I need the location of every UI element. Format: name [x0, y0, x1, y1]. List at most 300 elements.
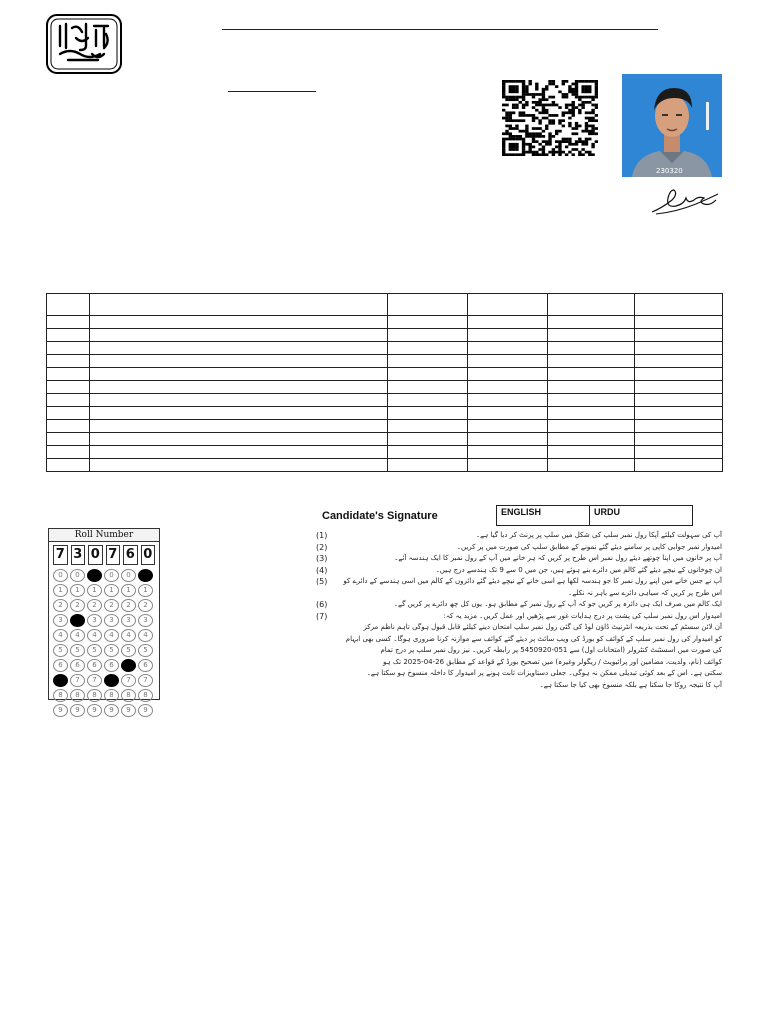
table-cell	[635, 446, 723, 459]
qr-module	[545, 153, 548, 156]
instruction-item	[316, 611, 722, 623]
qr-module	[522, 148, 525, 151]
qr-module	[502, 104, 505, 107]
qr-module	[575, 140, 578, 143]
qr-module	[522, 106, 525, 109]
empty-bubble: 1	[87, 584, 102, 597]
empty-bubble: 3	[121, 614, 136, 627]
empty-bubble: 1	[104, 584, 119, 597]
qr-module	[538, 104, 541, 107]
qr-module	[548, 80, 551, 83]
qr-module	[568, 140, 571, 143]
qr-module	[581, 96, 584, 99]
qr-module	[502, 143, 505, 146]
qr-module	[538, 119, 541, 122]
table-cell	[468, 368, 548, 381]
qr-module	[578, 125, 581, 128]
qr-module	[512, 119, 515, 122]
empty-bubble: 9	[87, 704, 102, 717]
qr-module	[578, 109, 581, 112]
table-row	[47, 294, 723, 316]
table-cell	[90, 446, 388, 459]
qr-module	[558, 151, 561, 154]
qr-module	[552, 104, 555, 107]
qr-module	[572, 88, 575, 91]
instruction-number: (6)	[316, 600, 328, 609]
table-cell	[388, 394, 468, 407]
instruction-text: ایک کالم میں صرف ایک ہی دائرہ پر کریں جو کہ آپ کے رول نمبر کے مطابق ہو۔ یوں کل چھ دائرے پر کریں گے۔	[393, 600, 722, 608]
roll-digit-box: 0	[141, 545, 156, 565]
qr-module	[509, 111, 512, 114]
qr-module	[565, 93, 568, 96]
qr-module	[502, 83, 505, 86]
qr-module	[512, 135, 515, 138]
qr-module	[591, 146, 594, 149]
filled-bubble: 7	[53, 674, 68, 687]
table-cell	[388, 342, 468, 355]
english-signature-cell: ENGLISH	[497, 506, 590, 526]
qr-module	[568, 85, 571, 88]
instruction-continuation-line: کو امیدوار کی رول نمبر سلپ کے کوائف کو بورڈ کی ویب سائٹ پر دیئے گئے کوائف سے موازنہ کرنا ضروری ہوگا۔ کسی بھی ابہام	[345, 634, 722, 643]
table-cell	[47, 355, 90, 368]
qr-code	[502, 80, 598, 156]
qr-module	[585, 117, 588, 120]
qr-module	[502, 140, 505, 143]
qr-module	[595, 132, 598, 135]
empty-bubble: 1	[138, 584, 153, 597]
qr-module	[591, 119, 594, 122]
qr-module	[585, 85, 588, 88]
qr-module	[568, 109, 571, 112]
qr-module	[542, 88, 545, 91]
table-cell	[47, 316, 90, 329]
table-row	[47, 446, 723, 459]
qr-module	[575, 96, 578, 99]
qr-module	[522, 104, 525, 107]
bubble-column	[138, 569, 152, 717]
qr-module	[512, 127, 515, 130]
qr-module	[572, 148, 575, 151]
roll-number-digits	[49, 542, 159, 567]
qr-module	[588, 130, 591, 133]
roll-digit-box: 0	[88, 545, 103, 565]
qr-module	[512, 88, 515, 91]
qr-module	[542, 135, 545, 138]
instruction-text: آپ کی سہولت کیلئے آپکا رول نمبر سلپ کی شکل میں سلپ پر پرنٹ کر دیا گیا ہے۔	[475, 531, 722, 539]
qr-module	[572, 127, 575, 130]
qr-module	[502, 146, 505, 149]
qr-module	[545, 104, 548, 107]
qr-module	[532, 119, 535, 122]
qr-module	[522, 151, 525, 154]
title-underline	[228, 91, 316, 92]
empty-bubble: 7	[121, 674, 136, 687]
qr-module	[548, 104, 551, 107]
qr-module	[519, 114, 522, 117]
qr-module	[562, 83, 565, 86]
qr-module	[572, 101, 575, 104]
qr-module	[575, 132, 578, 135]
qr-module	[532, 153, 535, 156]
qr-module	[525, 104, 528, 107]
table-row	[47, 394, 723, 407]
qr-module	[502, 85, 505, 88]
table-cell	[388, 329, 468, 342]
qr-module	[565, 106, 568, 109]
qr-module	[535, 127, 538, 130]
signature-language-table	[496, 505, 693, 526]
qr-module	[548, 140, 551, 143]
qr-module	[585, 151, 588, 154]
photo-id-text: 230320	[656, 167, 683, 175]
qr-module	[509, 132, 512, 135]
qr-module	[575, 90, 578, 93]
empty-bubble: 5	[121, 644, 136, 657]
qr-module	[515, 146, 518, 149]
table-cell	[90, 407, 388, 420]
empty-bubble: 6	[138, 659, 153, 672]
instructions-block	[316, 530, 722, 691]
table-cell	[548, 394, 635, 407]
qr-module	[502, 151, 505, 154]
qr-module	[581, 101, 584, 104]
instruction-number: (1)	[316, 531, 328, 540]
qr-module	[575, 127, 578, 130]
table-cell	[388, 407, 468, 420]
qr-module	[535, 83, 538, 86]
qr-module	[535, 151, 538, 154]
qr-module	[532, 93, 535, 96]
qr-module	[575, 93, 578, 96]
empty-bubble: 4	[138, 629, 153, 642]
qr-module	[515, 153, 518, 156]
qr-module	[565, 111, 568, 114]
qr-module	[562, 151, 565, 154]
qr-module	[522, 98, 525, 101]
table-cell	[635, 294, 723, 316]
qr-module	[548, 119, 551, 122]
qr-module	[572, 143, 575, 146]
bubble-column	[121, 569, 135, 717]
qr-module	[542, 117, 545, 120]
table-cell	[47, 433, 90, 446]
qr-module	[502, 109, 505, 112]
empty-bubble: 2	[104, 599, 119, 612]
qr-module	[548, 96, 551, 99]
qr-module	[542, 140, 545, 143]
table-cell	[468, 381, 548, 394]
qr-module	[515, 127, 518, 130]
qr-module	[585, 80, 588, 83]
qr-module	[522, 114, 525, 117]
qr-module	[505, 125, 508, 128]
qr-module	[558, 146, 561, 149]
qr-module	[515, 96, 518, 99]
table-cell	[90, 368, 388, 381]
qr-module	[588, 138, 591, 141]
table-cell	[388, 368, 468, 381]
empty-bubble: 8	[53, 689, 68, 702]
qr-module	[568, 122, 571, 125]
empty-bubble: 3	[138, 614, 153, 627]
qr-module	[505, 114, 508, 117]
table-cell	[548, 316, 635, 329]
table-cell	[388, 420, 468, 433]
qr-module	[575, 85, 578, 88]
qr-module	[522, 140, 525, 143]
qr-module	[568, 138, 571, 141]
table-cell	[468, 355, 548, 368]
table-cell	[468, 459, 548, 472]
table-cell	[388, 381, 468, 394]
qr-module	[595, 114, 598, 117]
qr-module	[545, 109, 548, 112]
table-cell	[548, 446, 635, 459]
qr-module	[572, 83, 575, 86]
table-cell	[468, 420, 548, 433]
table-cell	[468, 394, 548, 407]
qr-module	[509, 127, 512, 130]
qr-module	[532, 138, 535, 141]
qr-module	[519, 153, 522, 156]
table-cell	[635, 342, 723, 355]
table-cell	[90, 316, 388, 329]
qr-module	[578, 140, 581, 143]
qr-module	[515, 106, 518, 109]
qr-module	[525, 88, 528, 91]
qr-module	[588, 132, 591, 135]
qr-module	[509, 98, 512, 101]
qr-module	[515, 104, 518, 107]
qr-module	[522, 138, 525, 141]
qr-module	[542, 106, 545, 109]
qr-module	[512, 146, 515, 149]
qr-module	[542, 130, 545, 133]
empty-bubble: 8	[138, 689, 153, 702]
qr-module	[588, 85, 591, 88]
qr-module	[538, 127, 541, 130]
qr-module	[519, 80, 522, 83]
qr-module	[552, 114, 555, 117]
qr-module	[572, 90, 575, 93]
table-cell	[548, 294, 635, 316]
qr-module	[558, 148, 561, 151]
table-cell	[548, 329, 635, 342]
qr-module	[538, 101, 541, 104]
qr-module	[581, 106, 584, 109]
qr-module	[528, 114, 531, 117]
qr-module	[588, 101, 591, 104]
qr-module	[515, 143, 518, 146]
qr-module	[512, 104, 515, 107]
qr-module	[528, 135, 531, 138]
qr-module	[515, 119, 518, 122]
qr-module	[572, 111, 575, 114]
qr-module	[568, 143, 571, 146]
qr-module	[572, 153, 575, 156]
qr-module	[528, 143, 531, 146]
qr-module	[505, 104, 508, 107]
empty-bubble: 0	[70, 569, 85, 582]
table-cell	[47, 342, 90, 355]
qr-module	[538, 98, 541, 101]
qr-module	[532, 117, 535, 120]
table-cell	[548, 459, 635, 472]
qr-module	[585, 130, 588, 133]
table-cell	[388, 316, 468, 329]
qr-module	[515, 135, 518, 138]
qr-module	[538, 153, 541, 156]
qr-module	[542, 109, 545, 112]
table-cell	[468, 342, 548, 355]
qr-module	[572, 106, 575, 109]
qr-module	[568, 88, 571, 91]
qr-module	[505, 80, 508, 83]
table-cell	[635, 368, 723, 381]
qr-module	[572, 104, 575, 107]
qr-module	[558, 122, 561, 125]
qr-module	[509, 125, 512, 128]
empty-bubble: 0	[121, 569, 136, 582]
qr-module	[565, 96, 568, 99]
qr-module	[585, 96, 588, 99]
instruction-number: (3)	[316, 554, 328, 563]
qr-module	[509, 96, 512, 99]
table-cell	[90, 394, 388, 407]
qr-module	[555, 85, 558, 88]
qr-module	[585, 138, 588, 141]
qr-module	[581, 153, 584, 156]
qr-module	[591, 130, 594, 133]
qr-module	[581, 130, 584, 133]
qr-module	[581, 148, 584, 151]
qr-module	[528, 146, 531, 149]
table-cell	[388, 446, 468, 459]
qr-module	[502, 90, 505, 93]
table-cell	[47, 329, 90, 342]
empty-bubble: 9	[121, 704, 136, 717]
instruction-item	[316, 599, 722, 611]
empty-bubble: 6	[70, 659, 85, 672]
empty-bubble: 9	[138, 704, 153, 717]
instruction-text: امیدوار اس رول نمبر سلپ کی پشت پر درج ہدایات غور سے پڑھیں اور عمل کریں۔ مزید یہ کہ:	[443, 611, 722, 620]
empty-bubble: 4	[87, 629, 102, 642]
qr-module	[572, 132, 575, 135]
qr-module	[515, 85, 518, 88]
qr-module	[542, 98, 545, 101]
qr-module	[525, 93, 528, 96]
empty-bubble: 3	[87, 614, 102, 627]
table-cell	[90, 329, 388, 342]
empty-bubble: 3	[104, 614, 119, 627]
qr-module	[515, 80, 518, 83]
qr-module	[581, 80, 584, 83]
qr-module	[548, 135, 551, 138]
qr-module	[522, 85, 525, 88]
table-cell	[548, 407, 635, 420]
qr-module	[558, 90, 561, 93]
bubble-column	[104, 569, 118, 717]
qr-module	[591, 96, 594, 99]
empty-bubble: 8	[87, 689, 102, 702]
subjects-table	[46, 293, 723, 472]
empty-bubble: 2	[87, 599, 102, 612]
qr-module	[512, 138, 515, 141]
filled-bubble: 6	[121, 659, 136, 672]
qr-module	[591, 132, 594, 135]
qr-module	[512, 96, 515, 99]
qr-module	[519, 96, 522, 99]
qr-module	[568, 117, 571, 120]
qr-module	[578, 153, 581, 156]
empty-bubble: 5	[53, 644, 68, 657]
qr-module	[588, 117, 591, 120]
qr-module	[562, 114, 565, 117]
empty-bubble: 8	[70, 689, 85, 702]
qr-module	[525, 114, 528, 117]
qr-module	[585, 101, 588, 104]
instruction-text: ان چوخانوں کے نیچے دیئے گئے کالم میں دائرے بنے ہوئے ہیں، جن میں 0 سے 9 تک ہندسے درج ہیں۔	[435, 565, 722, 574]
qr-module	[542, 104, 545, 107]
bubble-column	[53, 569, 67, 717]
empty-bubble: 2	[121, 599, 136, 612]
qr-module	[572, 114, 575, 117]
qr-module	[585, 90, 588, 93]
qr-module	[562, 138, 565, 141]
roll-digit-box: 7	[53, 545, 68, 565]
qr-module	[542, 151, 545, 154]
qr-module	[512, 148, 515, 151]
instruction-continuation-line: سکتی ہے۔ اس کے بعد کوئی تبدیلی ممکن نہ ہوگی۔ جعلی دستاویزات ثابت ہونے پر امیدوار کا داخلہ منسوخ ہو سکتا ہے۔	[366, 669, 722, 677]
qr-module	[532, 146, 535, 149]
qr-module	[572, 93, 575, 96]
instruction-item	[316, 553, 722, 565]
empty-bubble: 8	[104, 689, 119, 702]
table-cell	[635, 316, 723, 329]
qr-module	[591, 117, 594, 120]
table-cell	[635, 394, 723, 407]
qr-module	[595, 83, 598, 86]
qr-module	[542, 146, 545, 149]
table-cell	[47, 459, 90, 472]
table-cell	[47, 294, 90, 316]
table-cell	[90, 355, 388, 368]
qr-module	[558, 130, 561, 133]
qr-module	[535, 101, 538, 104]
qr-module	[522, 111, 525, 114]
qr-module	[562, 119, 565, 122]
qr-module	[558, 140, 561, 143]
roll-digit-box: 6	[123, 545, 138, 565]
qr-module	[525, 143, 528, 146]
qr-module	[522, 83, 525, 86]
table-cell	[635, 420, 723, 433]
qr-module	[575, 148, 578, 151]
empty-bubble: 7	[70, 674, 85, 687]
table-cell	[548, 381, 635, 394]
empty-bubble: 5	[104, 644, 119, 657]
table-row	[47, 316, 723, 329]
qr-module	[588, 119, 591, 122]
qr-module	[509, 135, 512, 138]
qr-module	[542, 153, 545, 156]
qr-module	[532, 151, 535, 154]
qr-module	[509, 146, 512, 149]
qr-module	[568, 111, 571, 114]
qr-module	[555, 104, 558, 107]
empty-bubble: 9	[70, 704, 85, 717]
qr-module	[528, 83, 531, 86]
